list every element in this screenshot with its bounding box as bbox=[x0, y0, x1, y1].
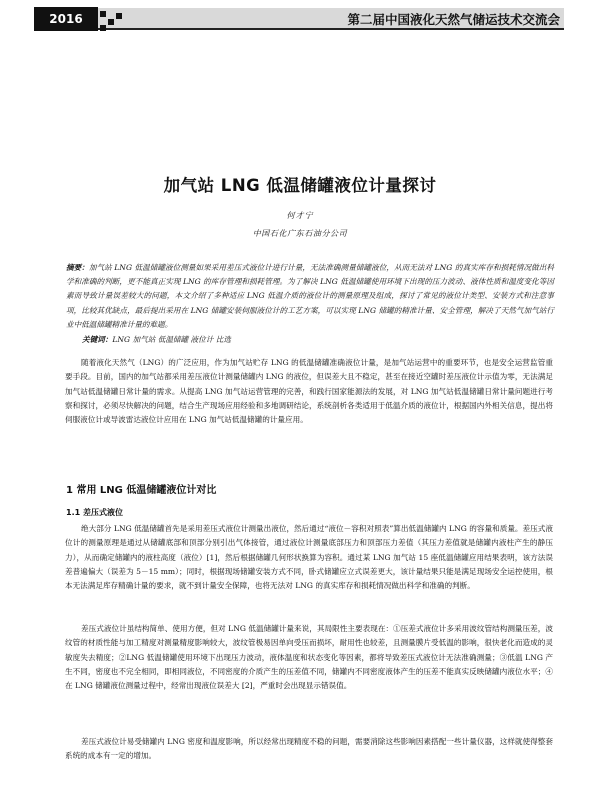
author-affiliation: 中国石化广东石油分公司 bbox=[252, 229, 348, 238]
body-paragraph-3: 差压式液位计易受储罐内 LNG 密度和温度影响，所以经常出现精度不稳的问题，需要消除这些影响因素搭配一些计量仪器，这样就使得整套系统的成本有一定的增加。 bbox=[65, 737, 553, 761]
abstract-label: 摘要： bbox=[66, 263, 89, 272]
author-name: 何才宁 bbox=[286, 211, 314, 220]
page-number-badge: 2016 bbox=[34, 7, 98, 31]
body-paragraph-1: 绝大部分 LNG 低温储罐首先是采用差压式液位计测量出液位，然后通过“液位－容积对照表”算出低温储罐内 LNG 的容量和质量。差压式液位计的测量原理是通过从储罐底部和顶部分别引出气体接管，通过液位计测量底部压力和顶部压力差值（其压力差值就是储罐内液柱产生的静压力），从而确定储罐内的液柱高度（液位）[1]，然后根据储罐几何形状换算为容积。通过某 LNG 加气站 15 座低温储罐应用结果表明，该方法误差普遍偏大（误差为 5－15 mm）；同时，根据现场储罐安装方式不同，卧式储罐应立式误差更大，该计量结果只能是满足现场安全运控使用，根本无法满足库存精确计量的要求，就不到计量安全保障，也将无法对 LNG 的真实库存和损耗情况做出科学和准确的判断。 bbox=[65, 524, 553, 591]
decorative-squares bbox=[100, 9, 126, 31]
keywords-label: 关键词： bbox=[82, 335, 113, 344]
introduction-paragraph: 随着液化天然气（LNG）的广泛应用，作为加气站贮存 LNG 的低温储罐准确液位计量，是加气站运营中的重要环节，也是安全运营监管重要手段。目前，国内的加气站都采用差压液位计测量储罐内 LNG 的液位，但误差大且不稳定，甚至在接近空罐时差压液位计示值为零，无法满足加气站低温储罐日常计量的需求。从提高 LNG 加气站运营管理的完善，和践行国家能源法的发展，对 LNG 加气站低温储罐日常计量问题进行考察和探讨，必须尽快解决的问题，结合生产现场应用经验和多地调研结论，系统剖析各类适用于低温介质的液位计，根据国内外相关信息，提出将伺服液位计或导波雷达液位计应用在 LNG 加气站低温储罐的计量应用。 bbox=[65, 358, 553, 425]
keywords bbox=[82, 334, 552, 345]
paper-title: 加气站 LNG 低温储罐液位计量探讨 bbox=[163, 176, 437, 195]
abstract bbox=[66, 261, 554, 332]
subsection-heading: 1.1 差压式液位 bbox=[66, 508, 123, 517]
abstract-text: 加气站 LNG 低温储罐液位测量如果采用差压式液位计进行计量，无法准确测量储罐液位，从而无法对 LNG 的真实库存和损耗情况做出科学和准确的判断，更不能真正实现 LNG 的库存管理和损耗管理。为了解决 LNG 低温储罐使用环境下出现的压力波动、液体性质和温度变化等因素而导致计量误差较大的问题，本文介绍了多种适应 LNG 低温介质的液位计的测量原理及组成，探讨了常见的液位计类型、安装方式和注意事项，比较其优缺点，最后提出采用在 LNG 储罐安装伺服液位计的工艺方案，可以实现 LNG 储罐的精准计量、安全管理，解决了天然气加气站行业中低温储罐精准计量的难题。 bbox=[66, 263, 555, 329]
conference-title: 第二届中国液化天然气储运技术交流会 bbox=[347, 12, 560, 27]
keywords-text: LNG 加气站 低温储罐 液位计 比选 bbox=[112, 335, 231, 344]
body-paragraph-2: 差压式液位计虽结构简单、使用方便，但对 LNG 低温储罐计量来说，其局限性主要表现在：①压差式液位计多采用波纹管结构测量压差，波纹管的材质性能与加工精度对测量精度影响较大，波纹管极易因单向受压而损坏，耐用性也较差，且测量膜片受低温的影响，很快老化而造成的灵敏度失去精度；②LNG 低温储罐使用环境下出现压力波动，液体温度和状态变化等因素，都将导致差压式液位计无法准确测量；③低温 LNG 产生不同，密度也不完全相同，即相同液位，不同密度的介质产生的压差值不同，储罐内不同密度液体产生的压差不能真实反映储罐内液位水平；④在 LNG 储罐液位测量过程中，经常出现液位误差大 [2]，严重时会出现显示错误值。 bbox=[65, 624, 553, 691]
section-heading: 1 常用 LNG 低温储罐液位计对比 bbox=[66, 485, 217, 496]
